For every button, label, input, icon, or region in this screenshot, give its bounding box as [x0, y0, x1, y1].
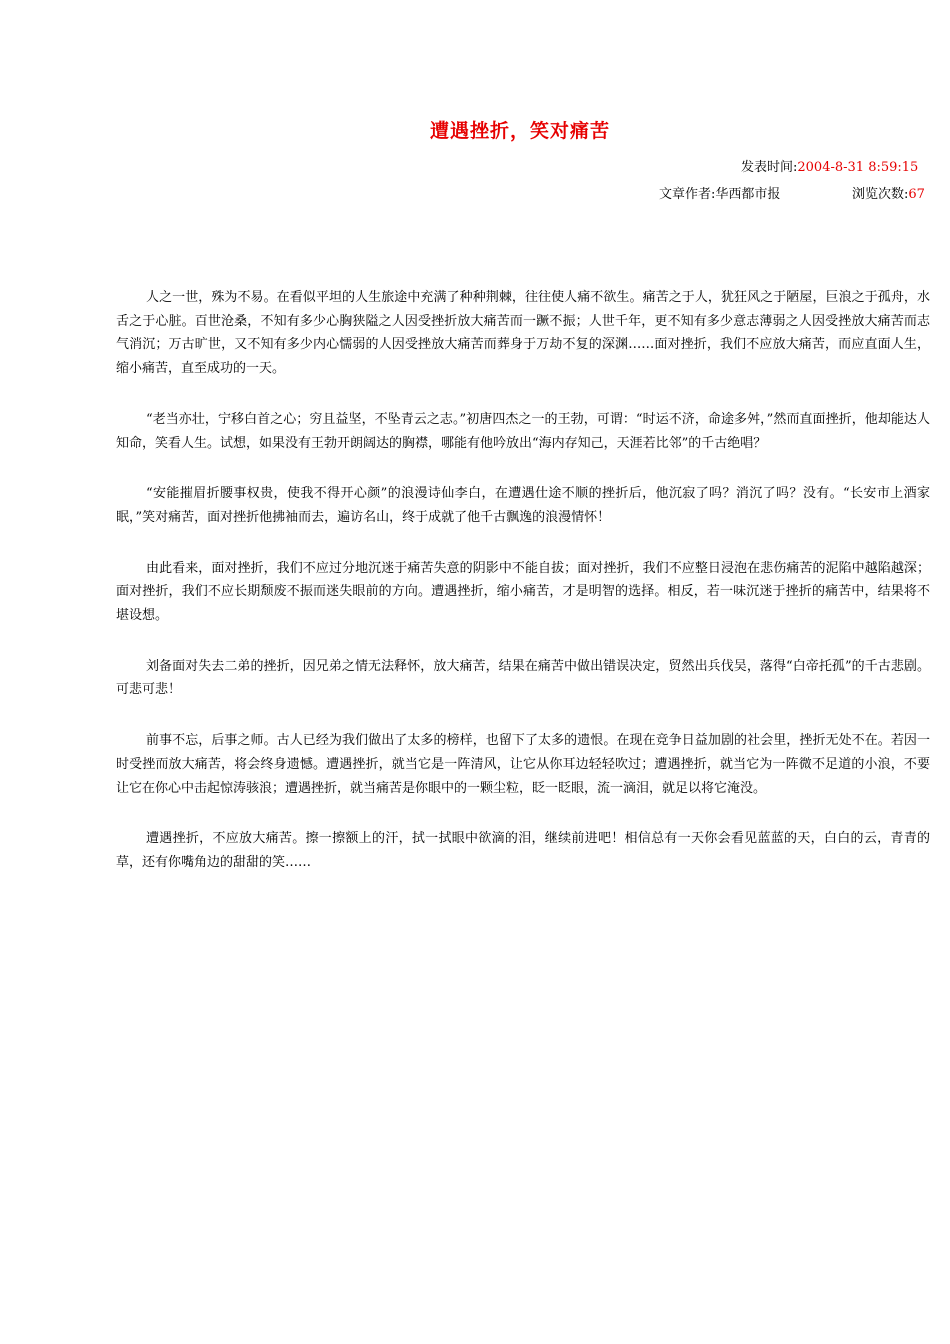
publish-time-line: [741, 156, 918, 175]
article-title: 遭遇挫折，笑对痛苦: [429, 120, 610, 142]
article-paragraph: 刘备面对失去二弟的挫折，因兄弟之情无法释怀，放大痛苦，结果在痛苦中做出错误决定，贸然出兵伐吴，落得“白帝托孤”的千古悲剧。可悲可悲！: [116, 658, 930, 698]
article-body: [116, 286, 930, 902]
article-paragraph: 遭遇挫折，不应放大痛苦。擦一擦额上的汗，拭一拭眼中欲滴的泪，继续前进吧！相信总有一天你会看见蓝蓝的天，白白的云，青青的草，还有你嘴角边的甜甜的笑……: [116, 831, 930, 870]
author-value: 华西都市报: [715, 187, 781, 202]
publish-time-label: 发表时间:: [741, 160, 798, 175]
article-paragraph: “老当亦壮，宁移白首之心；穷且益坚，不坠青云之志。”初唐四杰之一的王勃，可谓：“时运不济，命途多舛，”然而直面挫折，他却能达人知命，笑看人生。试想，如果没有王勃开朗阔达的胸襟，哪能有他吟放出“海内存知己，天涯若比邻”的千古绝唱？: [116, 411, 930, 451]
article-paragraph: 由此看来，面对挫折，我们不应过分地沉迷于痛苦失意的阴影中不能自拔；面对挫折，我们不应整日浸泡在悲伤痛苦的泥陷中越陷越深；面对挫折，我们不应长期颓废不振而迷失眼前的方向。遭遇挫折，缩小痛苦，才是明智的选择。相反，若一味沉迷于挫折的痛苦中，结果将不堪设想。: [116, 560, 930, 624]
article-paragraph: 前事不忘，后事之师。古人已经为我们做出了太多的榜样，也留下了太多的遗恨。在现在竞争日益加剧的社会里，挫折无处不在。若因一时受挫而放大痛苦，将会终身遗憾。遭遇挫折，就当它是一阵清风，让它从你耳边轻轻吹过；遭遇挫折，就当它为一阵微不足道的小浪，不要让它在你心中击起惊涛骇浪；遭遇挫折，就当痛苦是你眼中的一颗尘粒，眨一眨眼，流一滴泪，就足以将它淹没。: [116, 733, 930, 796]
view-count-value: 67: [908, 187, 925, 202]
author-label: 文章作者:: [659, 187, 716, 202]
author-line: [659, 183, 780, 202]
view-count-line: [852, 183, 925, 202]
article-paragraph: 人之一世，殊为不易。在看似平坦的人生旅途中充满了种种荆棘，往往使人痛不欲生。痛苦之于人，犹狂风之于陋屋，巨浪之于孤舟，水舌之于心脏。百世沧桑，不知有多少心胸狭隘之人因受挫折放大痛苦而一蹶不振；人世千年，更不知有多少意志薄弱之人因受挫放大痛苦而志气消沉；万古旷世，又不知有多少内心懦弱的人因受挫放大痛苦而葬身于万劫不复的深渊……面对挫折，我们不应放大痛苦，而应直面人生，缩小痛苦，直至成功的一天。: [116, 290, 930, 377]
publish-time-value: 2004-8-31 8:59:15: [797, 160, 919, 175]
article-paragraph: “安能摧眉折腰事权贵，使我不得开心颜”的浪漫诗仙李白，在遭遇仕途不顺的挫折后，他沉寂了吗？消沉了吗？没有。“长安市上酒家眠，”笑对痛苦，面对挫折他拂袖而去，遍访名山，终于成就了他千古飘逸的浪漫情怀！: [116, 486, 930, 525]
view-count-label: 浏览次数:: [852, 187, 909, 202]
